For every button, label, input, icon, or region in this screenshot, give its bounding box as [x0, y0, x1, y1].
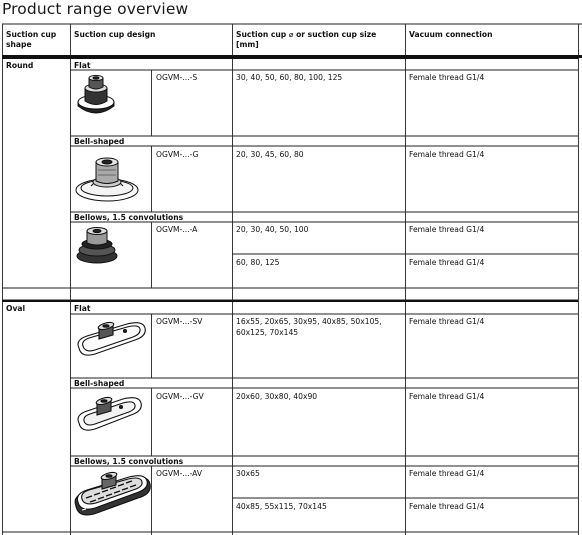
round-bellows-sizes-1: 20, 30, 40, 50, 100: [236, 225, 309, 234]
round-flat-vacuum: Female thread G1/4: [409, 73, 485, 82]
round-bellows-label: Bellows, 1.5 convolutions: [74, 213, 184, 222]
oval-bell-cup-image: [73, 389, 143, 435]
oval-bell-sizes: 20x60, 30x80, 40x90: [236, 392, 318, 401]
round-bellows-cup-image: [74, 223, 120, 265]
oval-bellows-code: OGVM-...-AV: [156, 469, 203, 478]
section-rule-round: [2, 58, 578, 59]
header-shape: Suction cup shape: [6, 30, 57, 49]
oval-bellows-sizes-1: 30x65: [236, 469, 260, 478]
oval-bell-label: Bell-shaped: [74, 379, 125, 388]
oval-bell-code: OGVM-...-GV: [156, 392, 204, 401]
header-size: Suction cup ⌀ or suction cup size [mm]: [236, 30, 377, 49]
round-flat-cup-image: [74, 72, 118, 116]
round-bellows-sizes-2: 60, 80, 125: [236, 258, 280, 267]
oval-flat-label: Flat: [74, 304, 91, 313]
oval-flat-sizes: 16x55, 20x65, 30x95, 40x85, 50x105, 60x125, 70x145: [236, 317, 382, 337]
round-flat-sizes: 30, 40, 50, 60, 80, 100, 125: [236, 73, 343, 82]
oval-bell-vacuum: Female thread G1/4: [409, 392, 485, 401]
oval-flat-code: OGVM-...-SV: [156, 317, 203, 326]
shape-oval: Oval: [6, 304, 26, 313]
oval-flat-cup-image: [73, 314, 149, 360]
oval-bellows-vacuum-2: Female thread G1/4: [409, 502, 485, 511]
round-bell-vacuum: Female thread G1/4: [409, 150, 485, 159]
oval-bellows-vacuum-1: Female thread G1/4: [409, 469, 485, 478]
round-bell-code: OGVM-...-G: [156, 150, 199, 159]
round-bellows-vacuum-2: Female thread G1/4: [409, 258, 485, 267]
oval-bellows-cup-image: [72, 466, 152, 520]
round-flat-label: Flat: [74, 61, 91, 70]
oval-bellows-sizes-2: 40x85, 55x115, 70x145: [236, 502, 327, 511]
round-bell-sizes: 20, 30, 45, 60, 80: [236, 150, 304, 159]
oval-bellows-label: Bellows, 1.5 convolutions: [74, 457, 184, 466]
round-bellows-vacuum-1: Female thread G1/4: [409, 225, 485, 234]
header-vacuum: Vacuum connection: [409, 30, 493, 39]
round-bell-label: Bell-shaped: [74, 137, 125, 146]
round-flat-code: OGVM-...-S: [156, 73, 198, 82]
oval-flat-vacuum: Female thread G1/4: [409, 317, 485, 326]
page-title: Product range overview: [2, 0, 189, 18]
section-rule-oval: [2, 300, 578, 302]
round-bell-cup-image: [74, 148, 140, 204]
round-bellows-code: OGVM-...-A: [156, 225, 198, 234]
header-design: Suction cup design: [74, 30, 156, 39]
shape-round: Round: [6, 61, 34, 70]
